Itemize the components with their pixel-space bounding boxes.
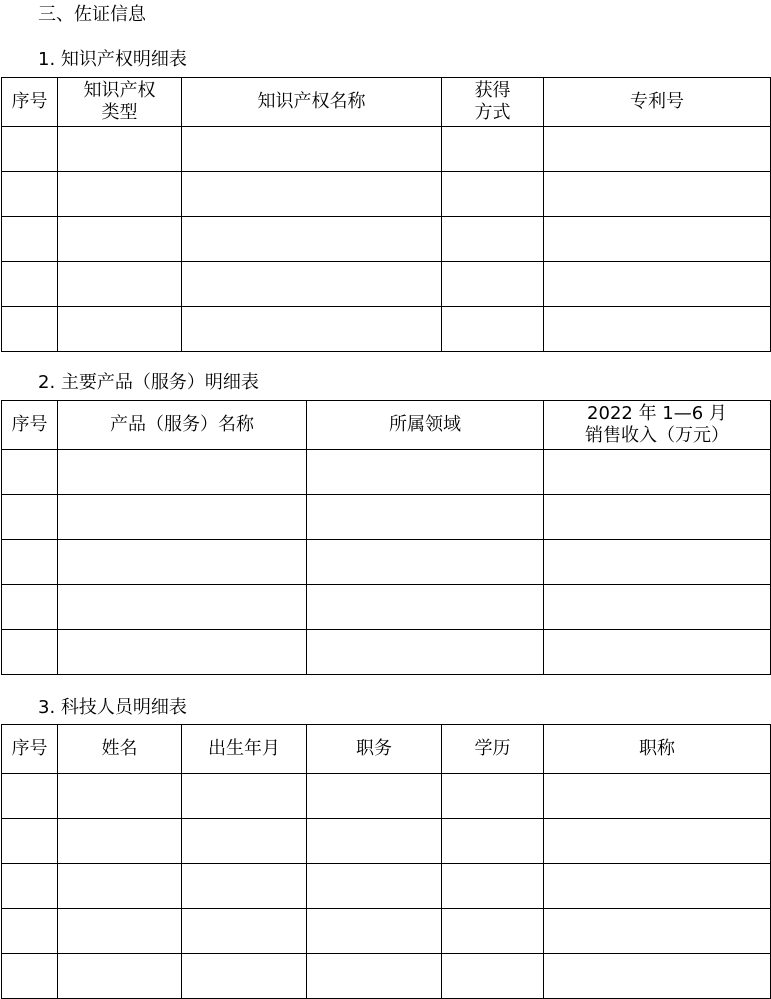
table-cell[interactable] (442, 774, 544, 819)
table-cell[interactable] (182, 774, 307, 819)
table-cell[interactable] (307, 954, 442, 999)
table-cell[interactable] (58, 262, 182, 307)
header-patent-number: 专利号 (544, 78, 771, 127)
table-row (2, 495, 771, 540)
header-ip-name: 知识产权名称 (182, 78, 442, 127)
table-cell[interactable] (2, 585, 58, 630)
header-ip-type: 知识产权 类型 (58, 78, 182, 127)
table-cell[interactable] (2, 909, 58, 954)
table-cell[interactable] (58, 127, 182, 172)
table-cell[interactable] (58, 864, 182, 909)
table-header-row (2, 401, 771, 450)
table-row (2, 307, 771, 352)
table-cell[interactable] (544, 307, 771, 352)
table-cell[interactable] (442, 262, 544, 307)
table-cell[interactable] (182, 954, 307, 999)
table-cell[interactable] (307, 774, 442, 819)
table-cell[interactable] (544, 909, 771, 954)
table-cell[interactable] (182, 262, 442, 307)
table-cell[interactable] (442, 819, 544, 864)
table-row (2, 217, 771, 262)
header-sales-revenue: 2022 年 1—6 月 销售收入（万元） (544, 401, 771, 450)
table-cell[interactable] (2, 450, 58, 495)
table-row (2, 774, 771, 819)
table-cell[interactable] (58, 585, 307, 630)
header-name: 姓名 (58, 725, 182, 774)
table-cell[interactable] (442, 127, 544, 172)
table-cell[interactable] (307, 450, 544, 495)
table-cell[interactable] (58, 540, 307, 585)
table-cell[interactable] (2, 307, 58, 352)
table-cell[interactable] (182, 864, 307, 909)
table-cell[interactable] (544, 262, 771, 307)
table-cell[interactable] (182, 909, 307, 954)
table-cell[interactable] (58, 172, 182, 217)
table-cell[interactable] (544, 450, 771, 495)
table-cell[interactable] (58, 450, 307, 495)
table-cell[interactable] (544, 217, 771, 262)
table-cell[interactable] (442, 217, 544, 262)
table-cell[interactable] (307, 585, 544, 630)
table-cell[interactable] (442, 864, 544, 909)
table-cell[interactable] (442, 307, 544, 352)
table-cell[interactable] (58, 774, 182, 819)
table-1-title: 1. 知识产权明细表 (38, 49, 187, 70)
table-cell[interactable] (2, 819, 58, 864)
header-title: 职称 (544, 725, 771, 774)
table-cell[interactable] (544, 127, 771, 172)
table-cell[interactable] (544, 585, 771, 630)
header-acquisition-method: 获得 方式 (442, 78, 544, 127)
table-cell[interactable] (58, 217, 182, 262)
header-serial-number: 序号 (2, 401, 58, 450)
table-cell[interactable] (2, 630, 58, 675)
table-cell[interactable] (307, 864, 442, 909)
header-position: 职务 (307, 725, 442, 774)
table-cell[interactable] (307, 819, 442, 864)
table-cell[interactable] (58, 954, 182, 999)
header-birth-date: 出生年月 (182, 725, 307, 774)
table-cell[interactable] (2, 172, 58, 217)
table-cell[interactable] (544, 954, 771, 999)
table-cell[interactable] (544, 495, 771, 540)
table-cell[interactable] (307, 495, 544, 540)
table-cell[interactable] (2, 540, 58, 585)
table-row (2, 909, 771, 954)
table-cell[interactable] (2, 495, 58, 540)
table-cell[interactable] (2, 774, 58, 819)
header-education: 学历 (442, 725, 544, 774)
table-cell[interactable] (182, 127, 442, 172)
table-cell[interactable] (544, 172, 771, 217)
table-cell[interactable] (58, 495, 307, 540)
table-cell[interactable] (442, 909, 544, 954)
table-cell[interactable] (58, 819, 182, 864)
header-field: 所属领域 (307, 401, 544, 450)
table-cell[interactable] (2, 217, 58, 262)
table-row (2, 450, 771, 495)
header-serial-number: 序号 (2, 78, 58, 127)
header-product-name: 产品（服务）名称 (58, 401, 307, 450)
table-cell[interactable] (182, 172, 442, 217)
staff-detail-table (1, 724, 771, 999)
table-cell[interactable] (307, 630, 544, 675)
table-cell[interactable] (2, 954, 58, 999)
table-header-row (2, 725, 771, 774)
table-row (2, 954, 771, 999)
table-row (2, 127, 771, 172)
table-row (2, 585, 771, 630)
table-row (2, 630, 771, 675)
table-cell[interactable] (442, 954, 544, 999)
table-cell[interactable] (307, 909, 442, 954)
table-cell[interactable] (182, 819, 307, 864)
table-header-row (2, 78, 771, 127)
table-2-title: 2. 主要产品（服务）明细表 (38, 372, 259, 393)
table-cell[interactable] (2, 127, 58, 172)
table-cell[interactable] (544, 819, 771, 864)
table-row (2, 262, 771, 307)
table-cell[interactable] (182, 307, 442, 352)
table-cell[interactable] (544, 540, 771, 585)
table-cell[interactable] (307, 540, 544, 585)
table-cell[interactable] (58, 630, 307, 675)
table-row (2, 172, 771, 217)
table-cell[interactable] (544, 864, 771, 909)
table-cell[interactable] (58, 307, 182, 352)
table-3-title: 3. 科技人员明细表 (38, 697, 187, 718)
product-detail-table (1, 400, 771, 675)
table-cell[interactable] (2, 864, 58, 909)
header-serial-number: 序号 (2, 725, 58, 774)
table-cell[interactable] (442, 172, 544, 217)
table-row (2, 864, 771, 909)
table-cell[interactable] (2, 262, 58, 307)
table-cell[interactable] (182, 217, 442, 262)
table-cell[interactable] (58, 909, 182, 954)
table-cell[interactable] (544, 630, 771, 675)
table-row (2, 819, 771, 864)
ip-detail-table (1, 77, 771, 352)
table-cell[interactable] (544, 774, 771, 819)
section-title: 三、佐证信息 (38, 4, 146, 25)
table-row (2, 540, 771, 585)
